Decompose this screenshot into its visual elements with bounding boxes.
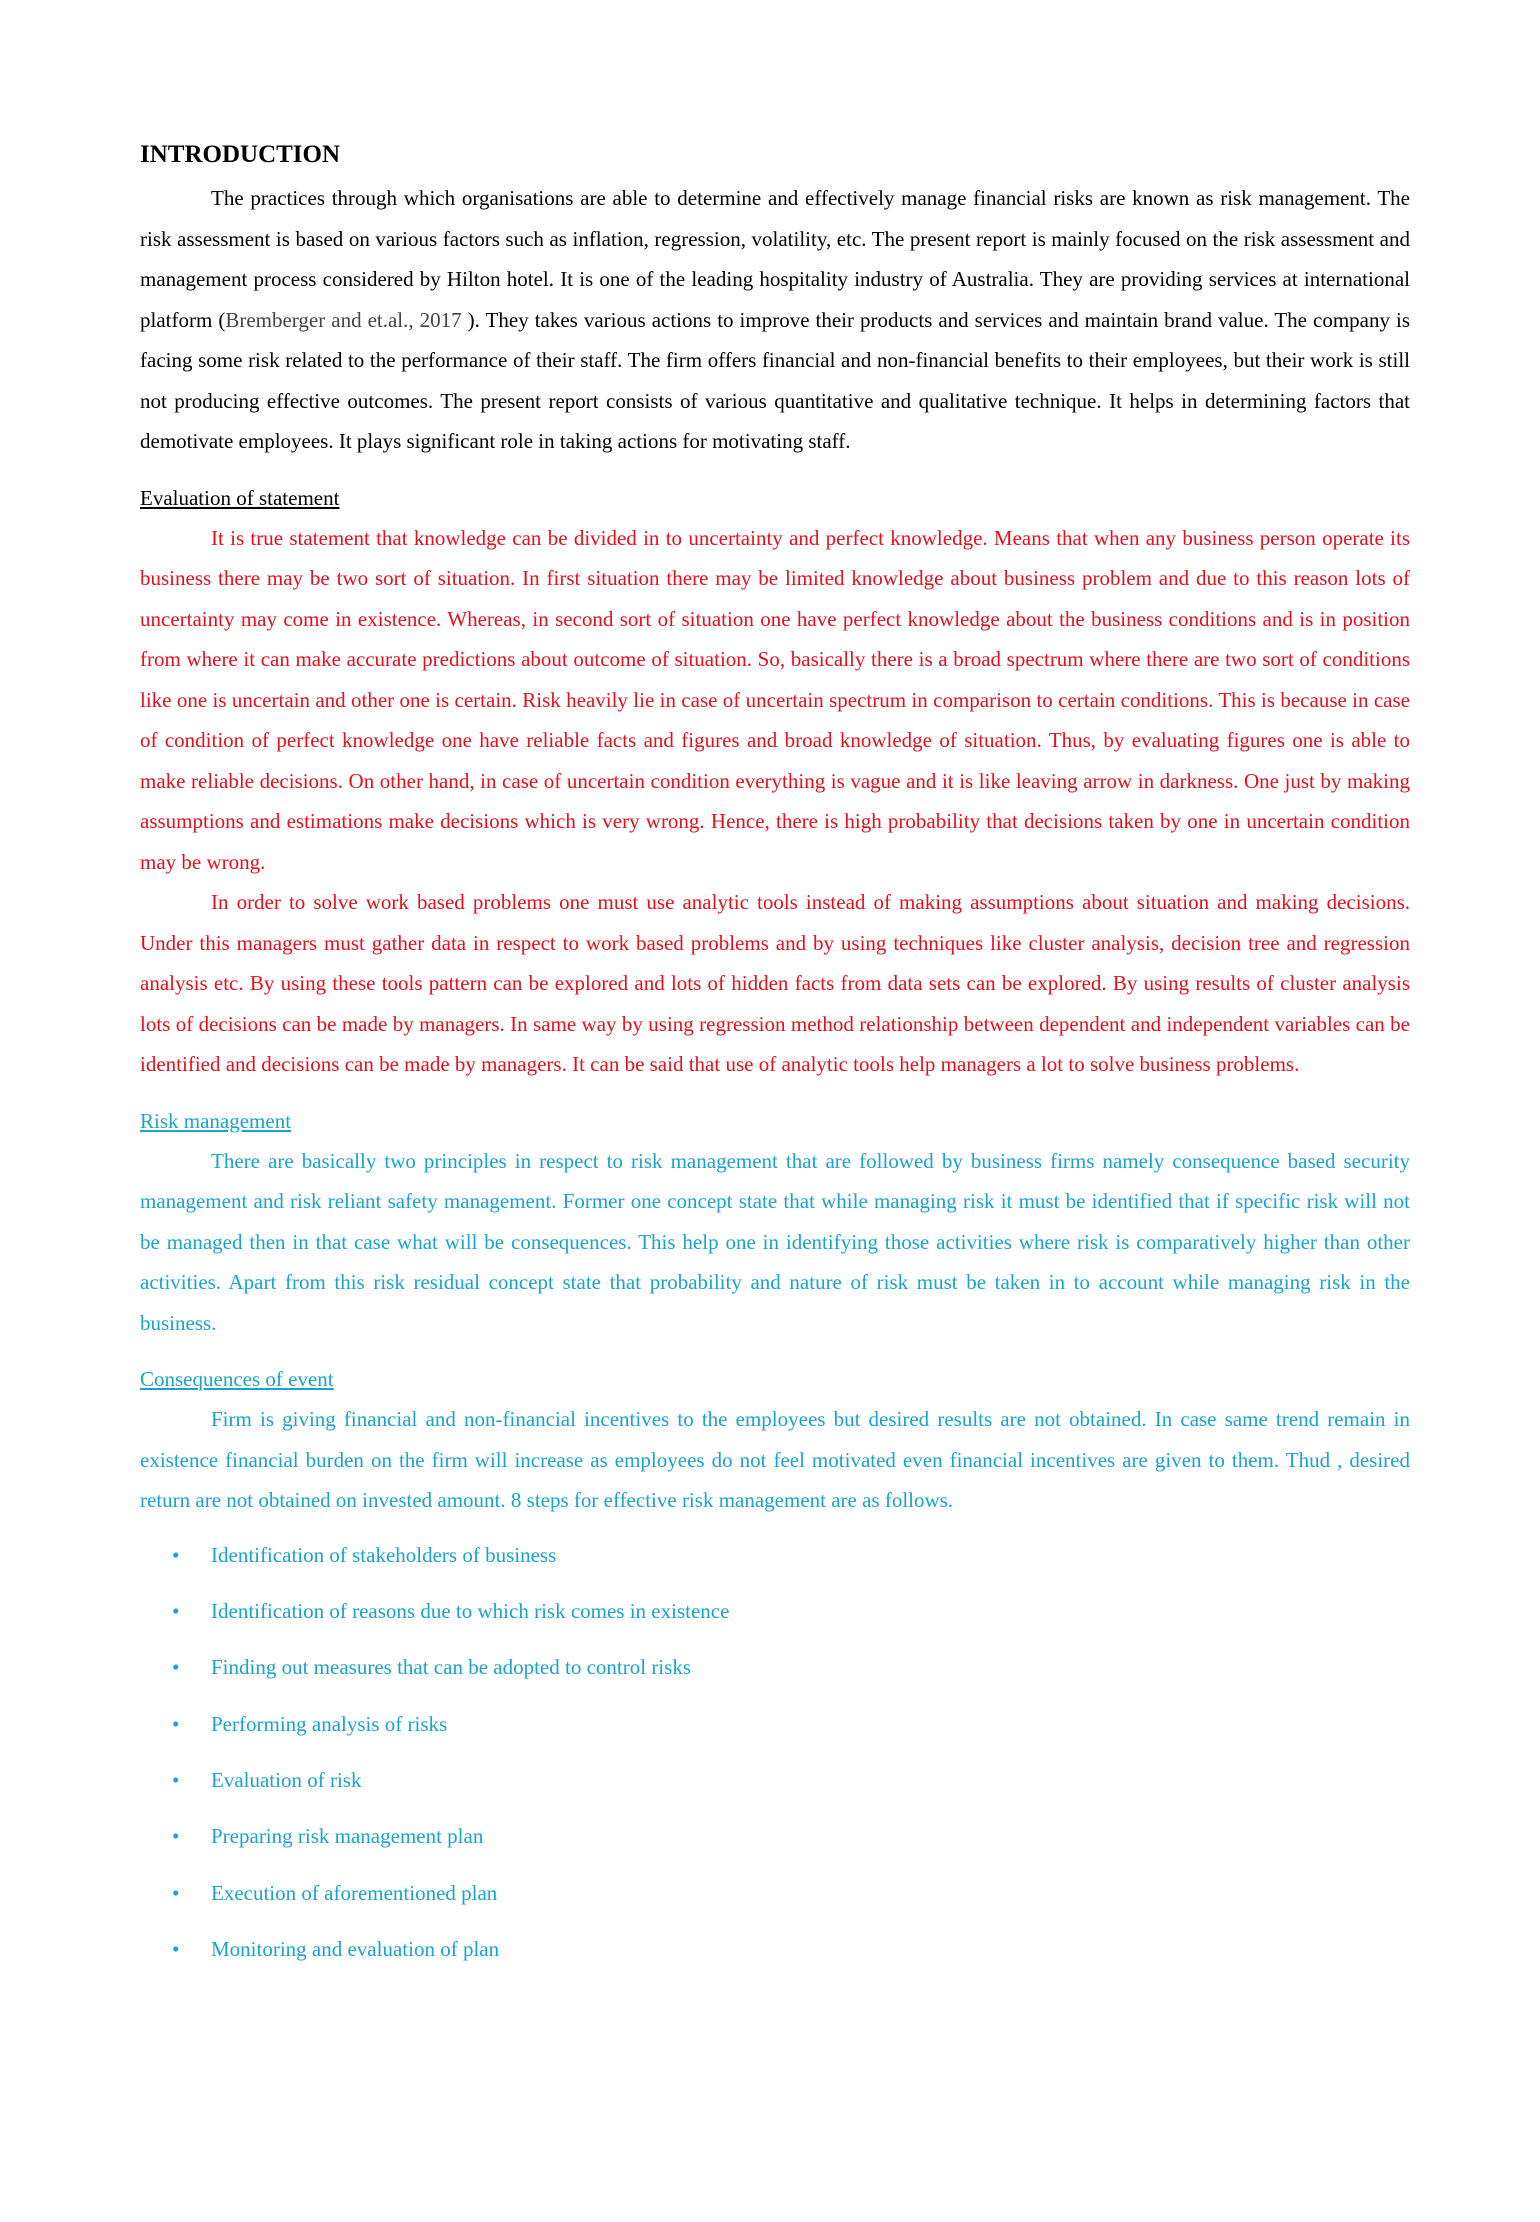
list-item <box>140 1816 1410 1872</box>
list-item <box>140 1873 1410 1929</box>
list-item-text: Preparing risk management plan <box>211 1824 484 1849</box>
list-item-text: Performing analysis of risks <box>211 1711 448 1736</box>
list-item <box>140 1535 1410 1591</box>
list-item-text: Identification of stakeholders of business <box>211 1542 557 1567</box>
citation: Bremberger and et.al., 2017 <box>225 307 462 332</box>
introduction-text-continued: ). They takes various actions to improve their products and services and maintain brand value. The company is facing some risk related to the performance of their staff. The firm offers financial and non-financial benefits to their employees, but their work is still not producing effective outcomes. The present report consists of various quantitative and qualitative technique. It helps in determining factors that demotivate employees. It plays significant role in taking actions for motivating staff. <box>140 307 1410 453</box>
introduction-paragraph <box>140 178 1410 462</box>
bullet-icon: • <box>172 1655 180 1680</box>
evaluation-paragraph-2: In order to solve work based problems one must use analytic tools instead of making assumptions about situation and making decisions. Under this managers must gather data in respect to work based problems and by using techniques like cluster analysis, decision tree and regression analysis etc. By using these tools pattern can be explored and lots of hidden facts from data sets can be explored. By using results of cluster analysis lots of decisions can be made by managers. In same way by using regression method relationship between dependent and independent variables can be identified and decisions can be made by managers. It can be said that use of analytic tools help managers a lot to solve business problems. <box>140 890 1410 1076</box>
list-item-text: Finding out measures that can be adopted to control risks <box>211 1655 691 1680</box>
bullet-icon: • <box>172 1711 180 1736</box>
list-item <box>140 1760 1410 1816</box>
bullet-icon: • <box>172 1880 180 1905</box>
bullet-icon: • <box>172 1937 180 1962</box>
risk-management-paragraph: There are basically two principles in respect to risk management that are followed by business firms namely consequence based security management and risk reliant safety management. Former one concept state that while managing risk it must be identified that if specific risk will not be managed then in that case what will be consequences. This help one in identifying those activities where risk is comparatively higher than other activities. Apart from this risk residual concept state that probability and nature of risk must be taken in to account while managing risk in the business. <box>140 1148 1410 1335</box>
bullet-icon: • <box>172 1598 180 1623</box>
bullet-icon: • <box>172 1768 180 1793</box>
introduction-heading: INTRODUCTION <box>140 141 341 168</box>
bullet-icon: • <box>172 1824 180 1849</box>
list-item-text: Monitoring and evaluation of plan <box>211 1937 500 1962</box>
list-item <box>140 1929 1410 1985</box>
risk-management-heading[interactable]: Risk management <box>140 1108 292 1133</box>
introduction-text: The practices through which organisations are able to determine and effectively manage financial risks are known as risk management. The risk assessment is based on various factors such as inflation, regression, volatility, etc. The present report is mainly focused on the risk assessment and management process considered by Hilton hotel. It is one of the leading hospitality industry of Australia. They are providing services at international platform ( <box>140 186 1410 332</box>
evaluation-paragraph-1: It is true statement that knowledge can be divided in to uncertainty and perfect knowledge. Means that when any business person operate its business there may be two sort of situation. In first situation there may be limited knowledge about business problem and due to this reason lots of uncertainty may come in existence. Whereas, in second sort of situation one have perfect knowledge about the business conditions and is in position from where it can make accurate predictions about outcome of situation. So, basically there is a broad spectrum where there are two sort of conditions like one is uncertain and other one is certain. Risk heavily lie in case of uncertain spectrum in comparison to certain conditions. This is because in case of condition of perfect knowledge one have reliable facts and figures and broad knowledge of situation. Thus, by evaluating figures one is able to make reliable decisions. On other hand, in case of uncertain condition everything is vague and it is like leaving arrow in darkness. One just by making assumptions and estimations make decisions which is very wrong. Hence, there is high probability that decisions taken by one in uncertain condition may be wrong. <box>140 525 1410 874</box>
list-item-text: Identification of reasons due to which risk comes in existence <box>211 1598 730 1623</box>
consequences-heading[interactable]: Consequences of event <box>140 1367 334 1391</box>
list-item <box>140 1591 1410 1647</box>
risk-steps-list <box>140 1535 1410 1986</box>
list-item <box>140 1704 1410 1760</box>
list-item-text: Execution of aforementioned plan <box>211 1880 498 1905</box>
bullet-icon: • <box>172 1542 180 1567</box>
list-item <box>140 1647 1410 1703</box>
list-item-text: Evaluation of risk <box>211 1768 362 1793</box>
document-page <box>140 138 1410 1986</box>
consequences-paragraph: Firm is giving financial and non-financial incentives to the employees but desired results are not obtained. In case same trend remain in existence financial burden on the firm will increase as employees do not feel motivated even financial incentives are given to them. Thud , desired return are not obtained on invested amount. 8 steps for effective risk management are as follows. <box>140 1407 1410 1512</box>
evaluation-heading: Evaluation of statement <box>140 485 340 510</box>
